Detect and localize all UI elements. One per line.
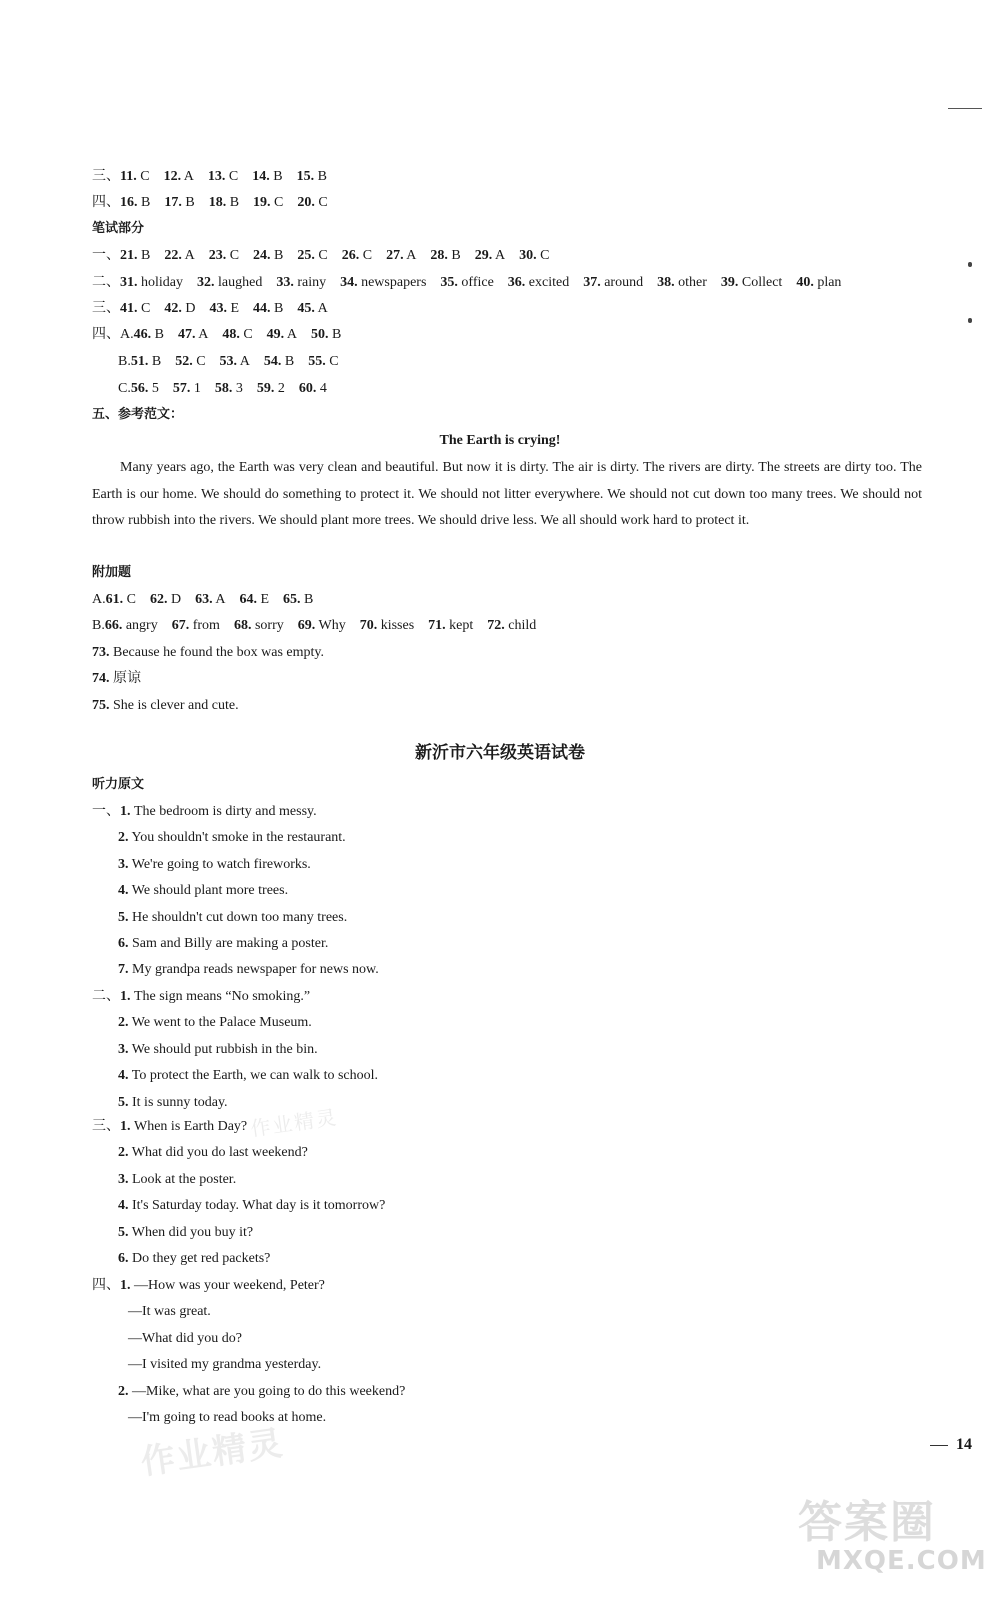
transcript-line: 4. To protect the Earth, we can walk to school. [118,1068,379,1084]
answer-item: 58. 3 [214,381,243,396]
answer-item: 18. B [208,195,240,210]
answer-number: 72. [487,618,505,633]
answer-item: 11. C [120,169,150,184]
answer-number: 69. [297,618,316,633]
question-number: 5. [118,909,129,925]
transcript-line: 2. You shouldn't smoke in the restaurant. [118,830,346,846]
answer-item: 56. 5 [130,381,159,396]
answer-number: 65. [283,592,301,607]
question-number: 2. [118,1015,129,1031]
watermark-text: 作业精灵 [248,1104,340,1141]
row-prefix: B. [118,354,131,369]
answer-number: 64. [239,592,257,607]
question-number: 2. [118,1145,129,1161]
question-number: 3. [118,856,129,872]
watermark-text: 作业精灵 [138,1423,287,1483]
answer-number: 11. [120,169,137,184]
answer-number: 23. [208,248,227,263]
answer-number: 59. [256,381,275,396]
listening-header: 听力原文 [92,777,145,792]
margin-mark [968,262,972,267]
answer-number: 51. [130,354,149,369]
answer-number: 71. [428,618,446,633]
answer-item: 60. 4 [298,381,327,396]
extra-section-header: 附加题 [92,565,132,580]
row-prefix: 二、 [92,989,120,1004]
question-number: 1. [120,1119,131,1134]
answer-item: 53. A [219,354,250,369]
answer-item: 68. sorry [233,618,284,633]
transcript-line: 一、1. The bedroom is dirty and messy. [92,804,317,819]
answer-item: 72. child [487,618,537,633]
answer-number: 56. [130,381,149,396]
transcript-line: 6. Do they get red packets? [118,1251,271,1266]
answer-item: 29. A [474,248,506,263]
page-number-value: 14 [956,1436,972,1453]
answer-number: 29. [474,248,493,263]
answer-number: 17. [164,195,182,210]
row-prefix: 四、 [92,195,120,210]
answer-item: 71. kept [428,618,474,633]
question-number: 4. [118,1068,129,1084]
answer-row-s3 [92,168,341,186]
answer-item: 63. A [195,592,226,607]
answer-item: 17. B [164,195,195,210]
transcript-line: 四、1. —How was your weekend, Peter? [92,1278,325,1293]
answer-number: 24. [253,248,271,263]
answer-item: 64. E [239,592,269,607]
transcript-line: 5. When did you buy it? [118,1224,254,1240]
answer-item: 44. B [253,301,284,316]
question-number: 4. [118,883,129,899]
question-number: 5. [118,1224,129,1240]
answer-item: 67. from [171,618,220,633]
question-number: 73. [92,645,110,660]
answer-item: 25. C [297,248,328,263]
answer-number: 33. [276,275,294,290]
header-rule [948,108,982,109]
question-number: 75. [92,698,110,713]
row-prefix: C. [118,381,131,396]
answer-number: 19. [253,195,271,210]
answer-row-w1 [92,247,563,265]
answer-item: 48. C [222,327,253,342]
transcript-line: 6. Sam and Billy are making a poster. [118,936,329,951]
answer-item: 37. around [583,275,644,290]
answer-number: 22. [164,248,182,263]
answer-item: 28. B [430,248,461,263]
row-prefix: 三、 [92,169,120,184]
margin-mark [968,318,972,323]
answer-number: 49. [266,327,285,342]
transcript-line: —I'm going to read books at home. [128,1410,327,1425]
question-number: 1. [120,1278,131,1293]
answer-number: 28. [430,248,448,263]
answer-item: 34. newspapers [340,275,427,290]
answer-number: 20. [297,195,315,210]
logo-main: 答案圈 [798,1497,936,1548]
page-number-dash [930,1445,948,1446]
answer-number: 44. [253,301,271,316]
answer-item: 70. kisses [359,618,415,633]
answer-row-w2 [92,274,855,292]
question-number: 74. [92,671,110,686]
answer-73 [92,644,324,662]
transcript-line: 4. We should plant more trees. [118,883,289,899]
answer-number: 30. [519,248,537,263]
answer-number: 48. [222,327,240,342]
answer-item: 20. C [297,195,328,210]
transcript-line: —What did you do? [128,1330,242,1346]
answer-item: 47. A [177,327,209,342]
answer-number: 32. [197,275,215,290]
answer-number: 47. [177,327,196,342]
transcript-line: 7. My grandpa reads newspaper for news now. [118,962,379,978]
answer-item: 59. 2 [256,381,285,396]
answer-number: 27. [386,248,404,263]
answer-number: 16. [120,195,138,210]
transcript-line: —It was great. [128,1304,211,1320]
answer-row-extra-a [92,591,327,609]
answer-number: 58. [214,381,233,396]
answer-number: 15. [296,169,315,184]
answer-row-w4b [118,353,353,371]
answer-item: 45. A [297,301,328,316]
answer-number: 18. [208,195,227,210]
answer-row-extra-b [92,617,550,635]
answer-number: 21. [120,248,138,263]
answer-item: 12. A [163,169,194,184]
answer-number: 39. [720,275,739,290]
question-number: 5. [118,1094,129,1110]
answer-item: 46. B [133,327,164,342]
written-section-header: 笔试部分 [92,221,145,236]
answer-number: 37. [583,275,601,290]
question-number: 4. [118,1198,129,1214]
answer-number: 55. [308,354,326,369]
answer-item: 19. C [253,195,284,210]
answer-number: 42. [164,301,182,316]
answer-item: 41. C [120,301,151,316]
answer-74 [92,670,141,688]
logo-url: MXQE.COM [816,1546,987,1576]
answer-number: 26. [341,248,360,263]
question-number: 3. [118,1171,129,1187]
answer-number: 62. [149,592,168,607]
essay-label: 五、参考范文： [92,407,184,422]
answer-number: 12. [163,169,182,184]
essay-title: The Earth is crying! [439,433,561,448]
question-number: 3. [118,1041,129,1057]
row-prefix: 一、 [92,804,120,819]
answer-number: 67. [171,618,190,633]
answer-number: 25. [297,248,315,263]
answer-item: 43. E [209,301,240,316]
transcript-line: 2. —Mike, what are you going to do this weekend? [118,1383,406,1399]
answer-number: 38. [657,275,675,290]
page-number [930,1436,972,1454]
answer-item: 40. plan [796,275,842,290]
transcript-line: 二、1. The sign means “No smoking.” [92,989,311,1004]
answer-item: 61. C [105,592,136,607]
answer-75 [92,697,239,715]
row-prefix: 三、 [92,1119,120,1134]
answer-number: 53. [219,354,238,369]
question-number: 6. [118,936,129,951]
question-number: 2. [118,1383,129,1399]
answer-item: 51. B [130,354,162,369]
answer-item: 24. B [253,248,284,263]
answer-item: 33. rainy [276,275,327,290]
answer-item: 55. C [308,354,339,369]
transcript-line: —I visited my grandma yesterday. [128,1357,322,1373]
answer-number: 14. [252,169,270,184]
essay-body: Many years ago, the Earth was very clean and beautiful. But now it is dirty. The air is dirty. The rivers are dirty. The streets are dirty too. The Earth is our home. We should do something to protect it. We should not litter everywhere. We should not cut down too many trees. We should not throw rubbish into the rivers. We should plant more trees. We should drive less. We all should work hard to protect it. [92,460,922,528]
transcript-line: 3. Look at the poster. [118,1171,237,1187]
question-number: 1. [120,989,131,1004]
question-number: 6. [118,1251,129,1266]
question-number: 2. [118,830,129,846]
answer-number: 61. [105,592,124,607]
row-prefix: 一、 [92,248,120,263]
answer-number: 35. [440,275,458,290]
answer-item: 52. C [175,354,206,369]
transcript-line: 3. We should put rubbish in the bin. [118,1041,318,1057]
transcript-line: 3. We're going to watch fireworks. [118,856,311,872]
answer-number: 34. [340,275,358,290]
answer-number: 50. [311,327,329,342]
answer-item: 21. B [120,248,151,263]
answer-item: 57. 1 [172,381,201,396]
answer-item: 69. Why [297,618,346,633]
answer-item: 49. A [266,327,297,342]
answer-number: 45. [297,301,315,316]
transcript-line: 三、1. When is Earth Day? [92,1119,248,1134]
answer-row-s4 [92,194,342,212]
answer-item: 54. B [263,354,295,369]
answer-item: 35. office [440,275,494,290]
answer-text: 原谅 [113,671,141,686]
answer-item: 14. B [252,169,283,184]
answer-number: 66. [104,618,123,633]
answer-text: She is clever and cute. [113,698,239,713]
row-prefix: 二、 [92,275,120,290]
answer-number: 41. [120,301,138,316]
answer-number: 60. [298,381,317,396]
answer-item: 16. B [120,195,151,210]
question-number: 1. [120,804,131,819]
answer-number: 52. [175,354,193,369]
answer-number: 57. [172,381,191,396]
answer-item: 65. B [283,592,314,607]
answer-item: 66. angry [104,618,158,633]
transcript-line: 4. It's Saturday today. What day is it tomorrow? [118,1198,386,1214]
transcript-line: 5. It is sunny today. [118,1094,228,1110]
answer-number: 31. [120,275,138,290]
answer-item: 27. A [386,248,417,263]
transcript-line: 2. We went to the Palace Museum. [118,1015,312,1031]
answer-number: 63. [195,592,213,607]
answer-item: 36. excited [507,275,570,290]
answer-number: 13. [207,169,226,184]
answer-item: 39. Collect [720,275,783,290]
row-prefix: 三、 [92,301,120,316]
answer-item: 62. D [149,592,182,607]
answer-item: 13. C [207,169,239,184]
row-prefix: A. [92,592,106,607]
answer-item: 30. C [519,248,550,263]
answer-number: 68. [233,618,252,633]
answer-item: 22. A [164,248,195,263]
row-prefix: 四、 [92,1278,120,1293]
answer-row-w4c [118,380,341,398]
answer-row-w3 [92,300,342,318]
answer-text: Because he found the box was empty. [113,645,324,660]
answer-number: 36. [507,275,526,290]
row-prefix: B. [92,618,105,633]
answer-number: 40. [796,275,814,290]
site-logo [798,1497,987,1590]
answer-number: 70. [359,618,378,633]
answer-item: 50. B [311,327,342,342]
answer-item: 23. C [208,248,240,263]
answer-item: 38. other [657,275,707,290]
answer-number: 43. [209,301,227,316]
answer-item: 26. C [341,248,373,263]
answer-item: 42. D [164,301,196,316]
answer-item: 31. holiday [120,275,183,290]
section-title: 新沂市六年级英语试卷 [415,743,585,763]
answer-row-w4a [92,326,355,344]
transcript-line: 2. What did you do last weekend? [118,1145,308,1161]
question-number: 7. [118,962,129,978]
answer-item: 32. laughed [197,275,263,290]
answer-number: 54. [263,354,282,369]
answer-number: 46. [133,327,152,342]
transcript-line: 5. He shouldn't cut down too many trees. [118,909,348,925]
answer-item: 15. B [296,169,327,184]
row-prefix: 四、A. [92,327,134,342]
